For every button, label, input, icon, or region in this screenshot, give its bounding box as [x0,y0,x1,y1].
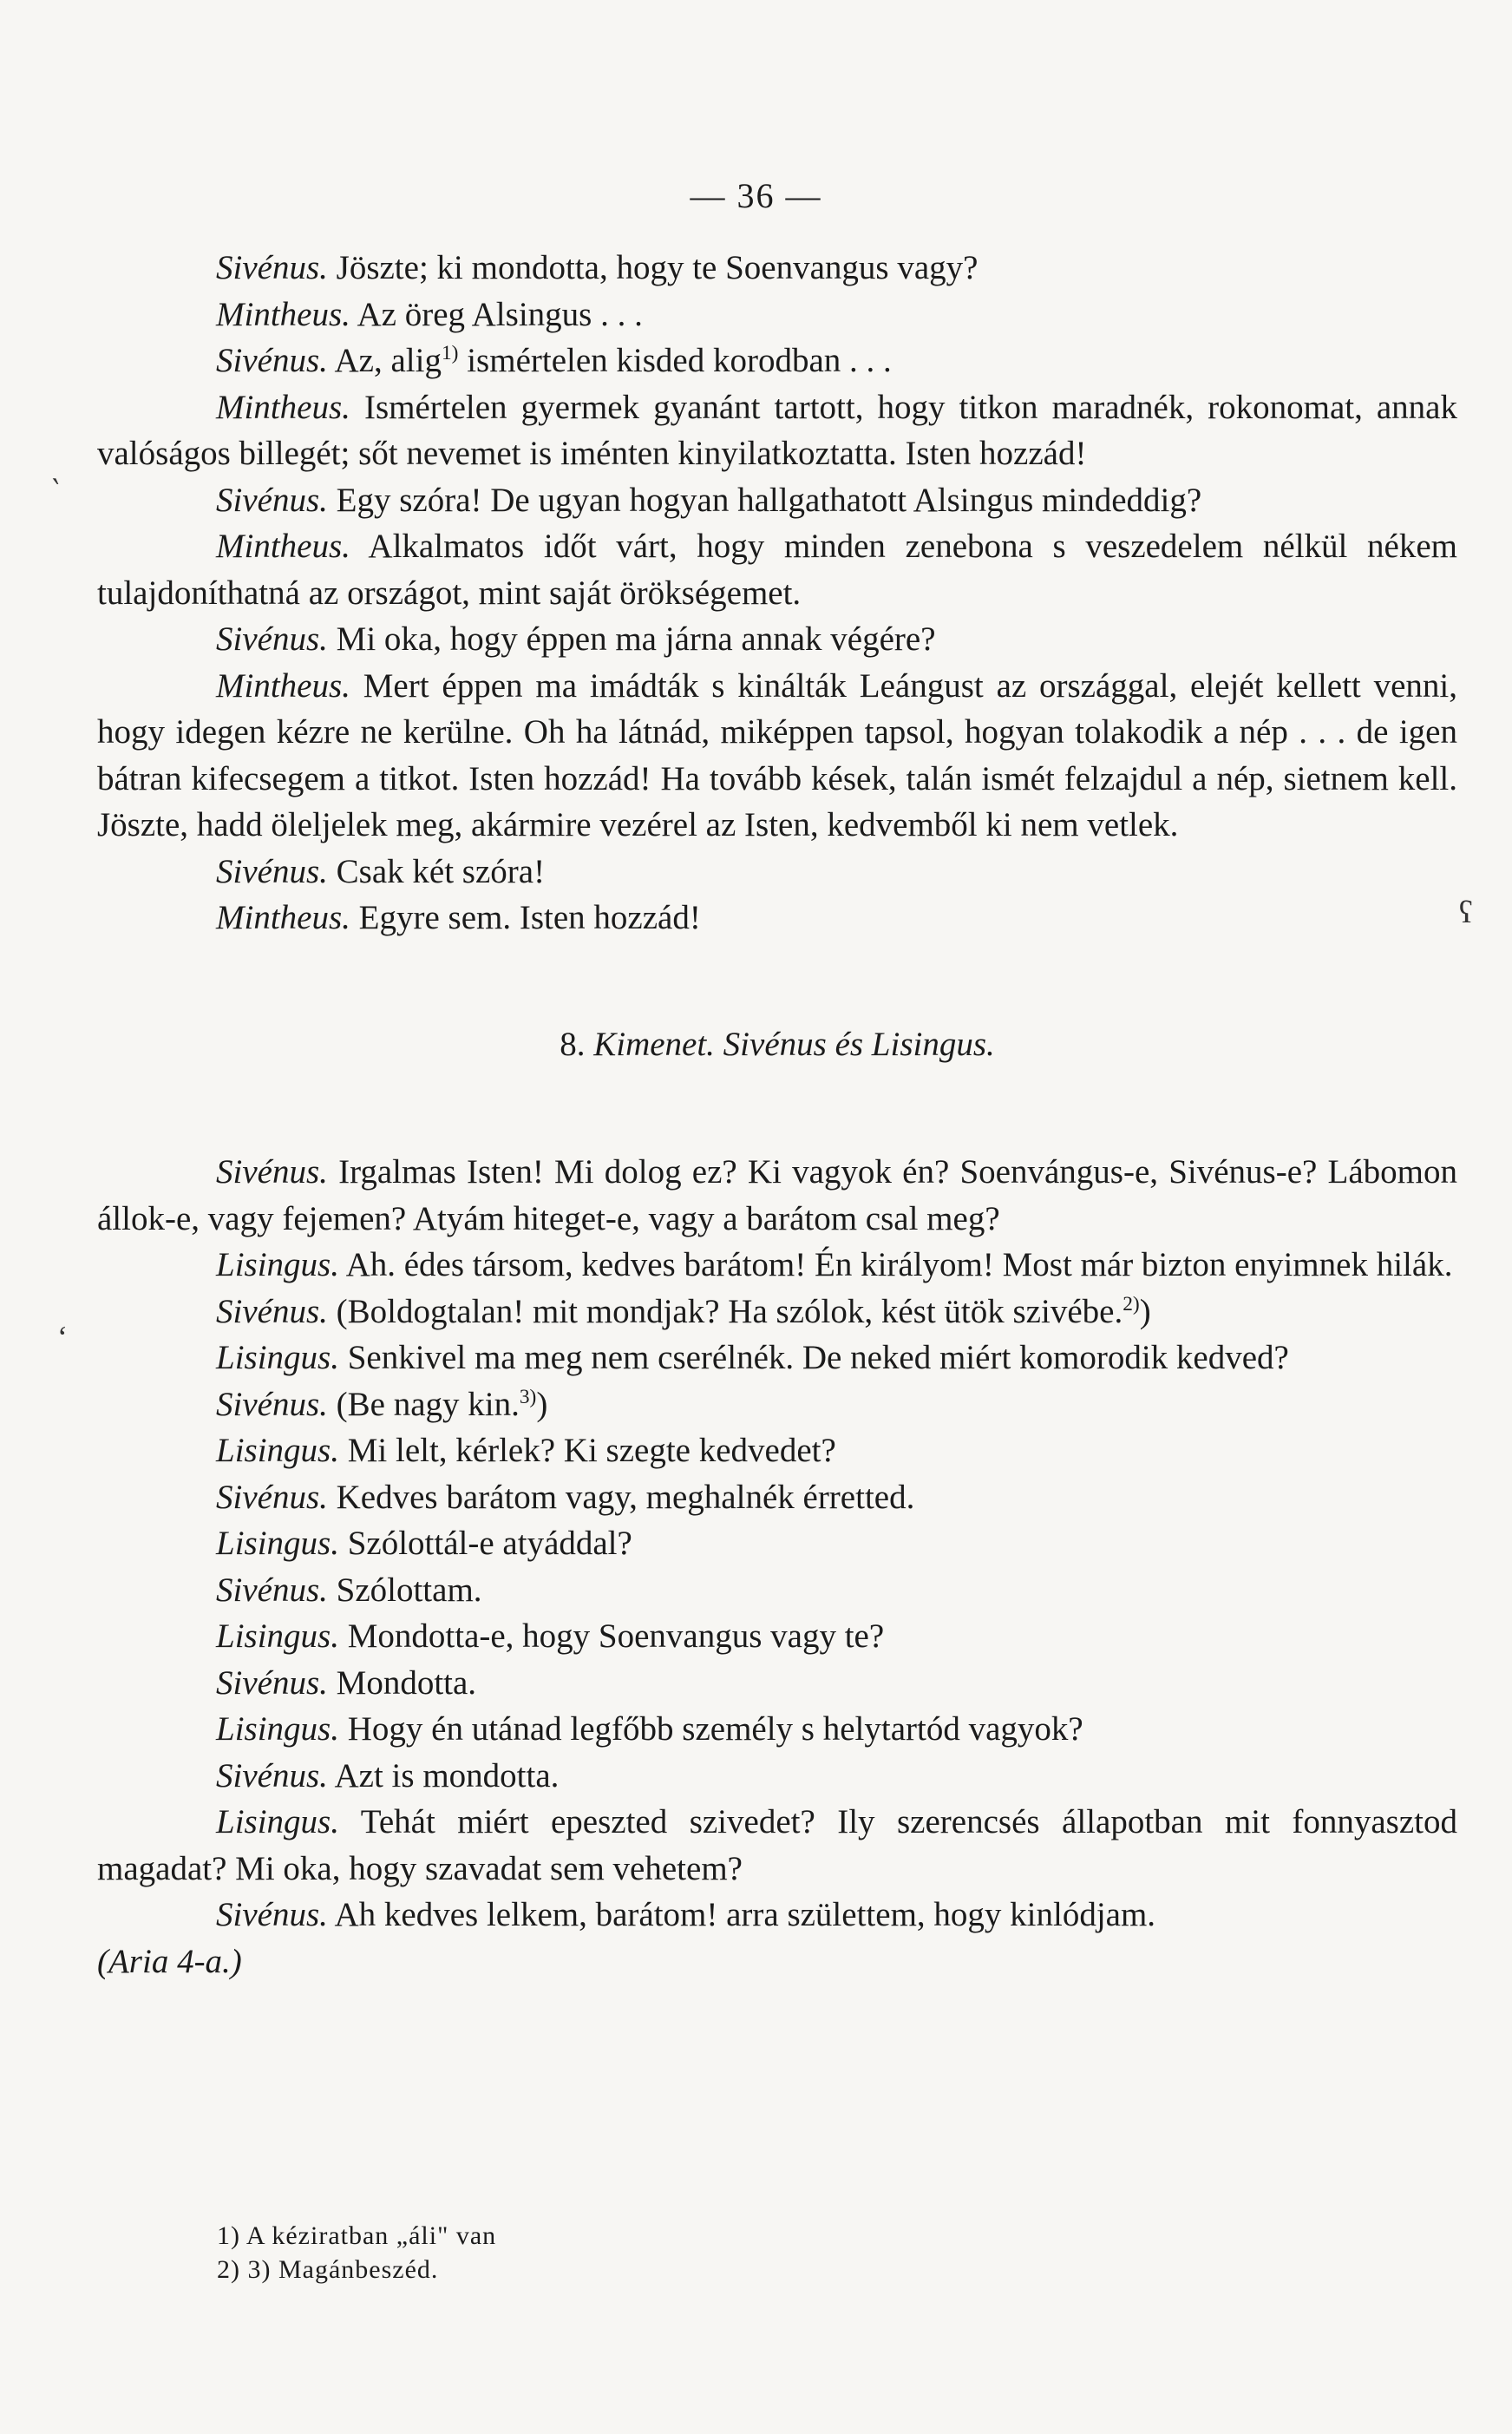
footnotes [217,2219,496,2286]
line-text: Tehát miért epeszted szivedet? Ily szerencsés állapotban mit fonnyasztod magadat? Mi oka, hogy szavadat sem vehetem? [97,1803,1457,1887]
dialogue-line [97,338,1457,384]
speaker-name: Sivénus. [216,620,328,658]
dialogue-line [97,1567,1457,1614]
footnote [217,2253,496,2286]
line-text: Csak két szóra! [336,852,546,890]
line-text: ) [1139,1292,1151,1330]
footnote-ref: 1) [441,342,459,364]
speaker-name: Sivénus. [216,249,328,286]
dialogue-line [97,1520,1457,1567]
dialogue-line [97,1474,1457,1521]
line-text: (Be nagy kin. [336,1385,520,1423]
aria-note: (Aria 4-a.) [97,1942,242,1980]
footnote-text: Magánbeszéd. [278,2255,439,2284]
dialogue-line [97,477,1457,524]
line-text: Mi lelt, kérlek? Ki szegte kedvedet? [347,1432,836,1469]
line-text: Szólottál-e atyáddal? [347,1525,632,1562]
speaker-name: Mintheus. [216,528,350,565]
line-text: Mi oka, hogy éppen ma járna annak végére? [336,620,936,658]
speaker-name: Sivénus. [216,1663,328,1702]
speaker-name: Lisingus. [216,1803,339,1840]
speaker-name: Mintheus. [216,295,350,333]
dialogue-line [97,1381,1457,1428]
dialogue-line [97,245,1457,292]
line-text: Ah kedves lelkem, barátom! arra születtem, hogy kinlódjam. [334,1896,1156,1933]
dialogue-line [97,384,1457,477]
dialogue-line [97,1706,1457,1753]
speaker-name: Sivénus. [216,1756,328,1794]
speaker-name: Sivénus. [216,1896,328,1933]
dialogue-line [97,895,1457,941]
speaker-name: Lisingus. [216,1339,339,1376]
dialogue-line [97,1335,1457,1381]
speaker-name: Lisingus. [216,1617,339,1655]
margin-mark: ʕ [1459,895,1473,929]
speaker-name: Mintheus. [216,388,350,426]
line-text: Ah. édes társom, kedves barátom! Én királyom! Most már bizton enyimnek hilák. [345,1246,1453,1283]
dialogue-line [97,849,1457,896]
footnote-ref: 3) [519,1385,537,1408]
line-text: Senkivel ma meg nem cserélnék. De neked miért komorodik kedved? [347,1339,1289,1376]
line-text: Kedves barátom vagy, meghalnék érretted. [336,1478,915,1516]
dialogue-line [97,292,1457,338]
dialogue-line [97,663,1457,849]
section-number: 8. [560,1025,586,1063]
footnote-mark: 2) 3) [217,2255,272,2284]
line-text: Szólottam. [336,1571,482,1609]
dialogue-line [97,1799,1457,1892]
dialogue-line [97,1613,1457,1660]
line-text: Mondotta. [336,1663,477,1702]
line-text: Alkalmatos időt várt, hogy minden zenebona s veszedelem nélkül nékem tulajdoníthatná az országot, mint saját örökségemet. [97,528,1457,612]
section-title: Kimenet. Sivénus és Lisingus. [593,1025,995,1063]
speaker-name: Sivénus. [216,1478,328,1516]
speaker-name: Sivénus. [216,1571,328,1609]
dialogue-line [97,1289,1457,1335]
dialogue-line [97,1660,1457,1707]
section-heading [97,1021,1457,1068]
line-text: Az, alig [334,342,442,379]
line-text: (Boldogtalan! mit mondjak? Ha szólok, kést ütök szivébe. [336,1292,1123,1330]
dialogue-line [97,1242,1457,1289]
speaker-name: Lisingus. [216,1710,339,1748]
speaker-name: Mintheus. [216,666,350,705]
footnote-text: A kéziratban „áli" van [245,2221,497,2250]
line-text: Irgalmas Isten! Mi dolog ez? Ki vagyok én? Soenvángus-e, Sivénus-e? Lábomon állok-e, vagy fejemen? Atyám hiteget-e, vagy a barátom csal meg? [97,1153,1457,1237]
dialogue-line [97,616,1457,663]
line-text: Ismértelen gyermek gyanánt tartott, hogy titkon maradnék, rokonomat, annak valóságos billegét; sőt nevemet is iménten kinyilatkoztatta. Isten hozzád! [97,388,1457,472]
dialogue-line [97,1149,1457,1242]
footnote-mark: 1) [217,2221,240,2250]
speaker-name: Sivénus. [216,1292,328,1330]
line-text: Az öreg Alsingus . . . [357,295,643,333]
footnote [217,2219,496,2253]
speaker-name: Lisingus. [216,1432,339,1469]
margin-mark: ʻ [57,1320,68,1355]
speaker-name: Lisingus. [216,1525,339,1562]
line-text: Egy szóra! De ugyan hogyan hallgathatott Alsingus mindeddig? [336,481,1202,519]
dialogue-line [97,1753,1457,1800]
footnote-ref: 2) [1123,1292,1140,1315]
speaker-name: Sivénus. [216,1153,328,1191]
speaker-name: Mintheus. [216,899,350,936]
line-text: Egyre sem. Isten hozzád! [358,899,701,936]
dialogue-line [97,1892,1457,1939]
speaker-name: Sivénus. [216,1385,328,1423]
speaker-name: Lisingus. [216,1246,339,1283]
dialogue-line [97,1427,1457,1474]
line-text: Mondotta-e, hogy Soenvangus vagy te? [347,1617,885,1655]
page-number: — 36 — [690,176,822,215]
speaker-name: Sivénus. [216,481,328,519]
line-text: ismértelen kisded korodban . . . [458,342,892,379]
margin-mark: ‵ [52,474,60,508]
line-text: Hogy én utánad legfőbb személy s helytartód vagyok? [347,1710,1083,1748]
speaker-name: Sivénus. [216,342,328,379]
dialogue-line [97,523,1457,616]
line-text: Mert éppen ma imádták s kinálták Leángust az országgal, elejét kellett venni, hogy idegen kézre ne kerülne. Oh ha látnád, miképpen tapsol, hogyan tolakodik a nép . . . de igen bátran kifecsegem a titkot. Isten hozzád! Ha tovább kések, talán ismét felzajdul a nép, sietnem kell. Jöszte, hadd öleljelek meg, akármire vezérel az Isten, kedvemből ki nem vetlek. [97,666,1458,843]
line-text: ) [536,1385,548,1423]
speaker-name: Sivénus. [216,852,328,890]
line-text: Azt is mondotta. [334,1756,560,1794]
main-text [97,245,1457,1985]
line-text: Jöszte; ki mondotta, hogy te Soenvangus vagy? [336,249,979,286]
